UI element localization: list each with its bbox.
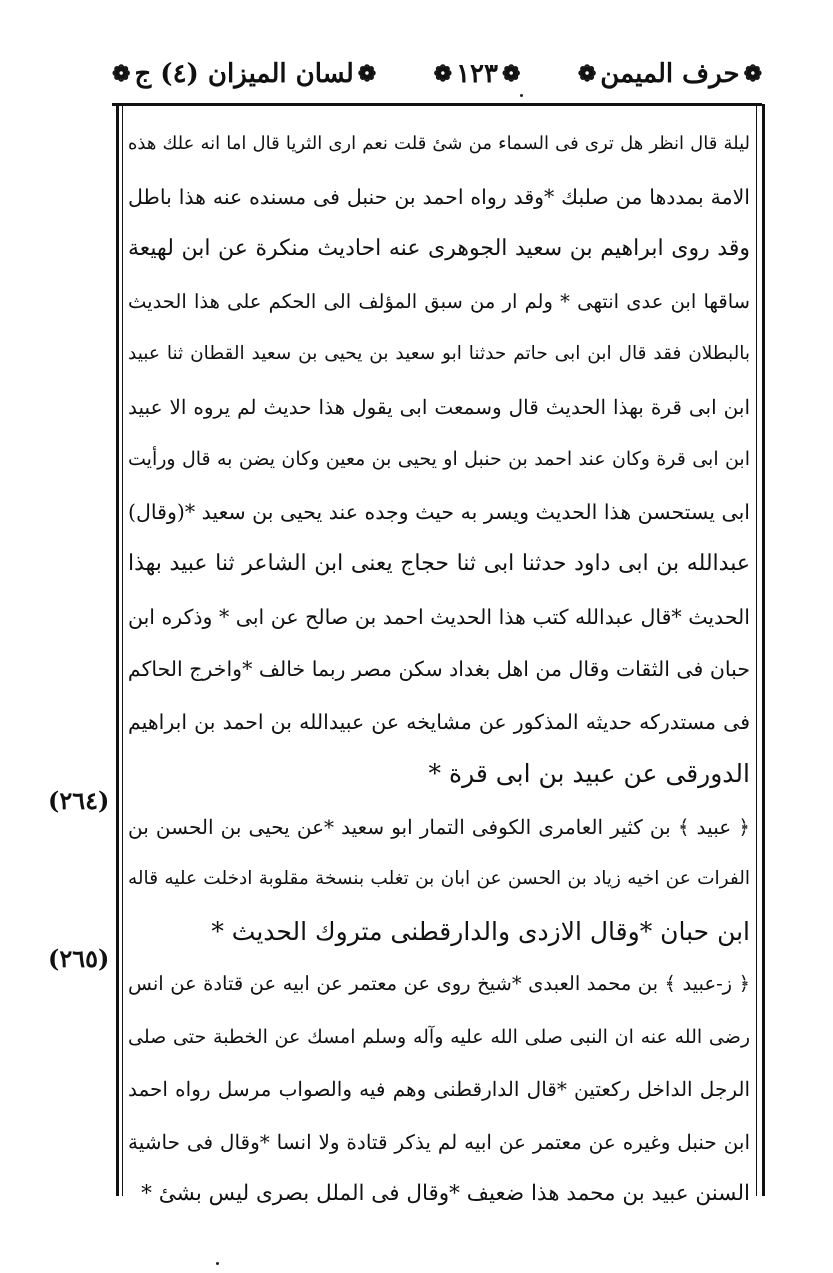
body-text bbox=[128, 118, 750, 1221]
ornament-icon: ❁ bbox=[743, 61, 762, 87]
text-line: بالبطلان فقد قال ابن ابی حاتم حدثنا ابو سعید بن یحیی بن سعید القطان ثنا عبید bbox=[128, 343, 750, 364]
frame-rule-left-inner bbox=[122, 104, 123, 1196]
text-line: السنن عبید بن محمد هذا ضعیف *وقال فی الملل بصری لیس بشیٔ * bbox=[141, 1181, 750, 1206]
text-line: الامة بمددها من صلبك *وقد رواه احمد بن حنبل فی مسنده عنه هذا باطل bbox=[128, 184, 750, 209]
page-number-text: ١٢٣ bbox=[456, 59, 498, 89]
text-line: حبان فی الثقات وقال من اهل بغداد سکن مصر ربما خالف *واخرج الحاکم bbox=[128, 657, 750, 681]
ornament-icon: ❁ bbox=[112, 61, 131, 87]
text-line: لیلة قال انظر هل تری فی السماء من شیٔ قلت نعم اری الثریا قال اما انه علك هذه bbox=[128, 133, 750, 154]
header-book-title bbox=[112, 59, 376, 89]
frame-rule-right-inner bbox=[756, 104, 757, 1196]
text-line: ابن حبان *وقال الازدی والدارقطنی متروك الحدیث * bbox=[211, 916, 750, 946]
text-line: الرجل الداخل رکعتین *قال الدارقطنی وهم فیه والصواب مرسل رواه احمد bbox=[128, 1077, 750, 1101]
text-line: وقد روی ابراهیم بن سعید الجوهری عنه احادیث منکرة عن ابن لهیعة bbox=[128, 236, 750, 261]
entry-number: (٢٦٥) bbox=[48, 944, 110, 973]
text-line: الفرات عن اخیه زیاد بن الحسن عن ابان بن تغلب بنسخة مقلوبة ادخلت علیه قاله bbox=[128, 868, 750, 889]
ornament-icon: ❁ bbox=[357, 61, 377, 87]
text-line: ساقها ابن عدی انتهی * ولم ار من سبق المؤلف الی الحکم علی هذا الحدیث bbox=[128, 289, 750, 313]
text-line: ابی یستحسن هذا الحدیث ویسر به حیث وجده عند یحیی بن سعید *(وقال) bbox=[128, 499, 750, 524]
text-line: الدورقی عن عبید بن ابی قرة * bbox=[428, 759, 750, 788]
page-number bbox=[434, 59, 521, 89]
entry-number: (٢٦٤) bbox=[48, 786, 110, 815]
print-speck bbox=[520, 94, 523, 97]
frame-rule-right bbox=[762, 104, 765, 1196]
text-line: الحدیث *قال عبدالله کتب هذا الحدیث احمد بن صالح عن ابی * وذکره ابن bbox=[128, 604, 750, 629]
header-rule bbox=[112, 103, 762, 110]
text-line: عبدالله بن ابی داود حدثنا ابی ثنا حجاج یعنی ابن الشاعر ثنا عبید بهذا bbox=[128, 551, 750, 576]
text-line: ابن ابی قرة بهذا الحدیث قال وسمعت ابی یقول هذا حدیث لم یروه الا عبید bbox=[128, 394, 750, 419]
entry-heading-line: ﴿ عبید ﴾ بن کثیر العامری الکوفی التمار ابو سعید *عن یحیی بن الحسن بن bbox=[128, 814, 750, 839]
entry-heading-line: ﴿ ز-عبید ﴾ بن محمد العبدی *شیخ روی عن معتمر عن ابیه عن قتادة عن انس bbox=[128, 972, 750, 995]
header-left-text: لسان المیزان (٤) ج bbox=[134, 59, 354, 89]
text-line: ابن حنبل وغیره عن معتمر عن ابیه لم یذکر قتادة ولا انسا *وقال فی حاشیة bbox=[128, 1129, 750, 1154]
ornament-icon: ❁ bbox=[577, 61, 597, 87]
text-line: رضی الله عنه ان النبی صلی الله علیه وآله وسلم امسك عن الخطبة حتی صلی bbox=[128, 1025, 750, 1048]
frame-rule-left bbox=[116, 104, 119, 1196]
ornament-icon: ❁ bbox=[433, 61, 453, 87]
print-speck bbox=[216, 1262, 219, 1265]
ornament-icon: ❁ bbox=[501, 61, 521, 87]
header-section-title bbox=[578, 59, 762, 89]
text-line: فی مستدرکه حدیثه المذکور عن مشایخه عن عبیدالله بن احمد بن ابراهیم bbox=[128, 709, 750, 734]
text-line: ابن ابی قرة وکان عند احمد بن حنبل او یحیی بن معین وکان یضن به قال ورأیت bbox=[128, 448, 750, 470]
header-right-text: حرف المیمن bbox=[600, 59, 740, 89]
running-header bbox=[112, 48, 762, 100]
